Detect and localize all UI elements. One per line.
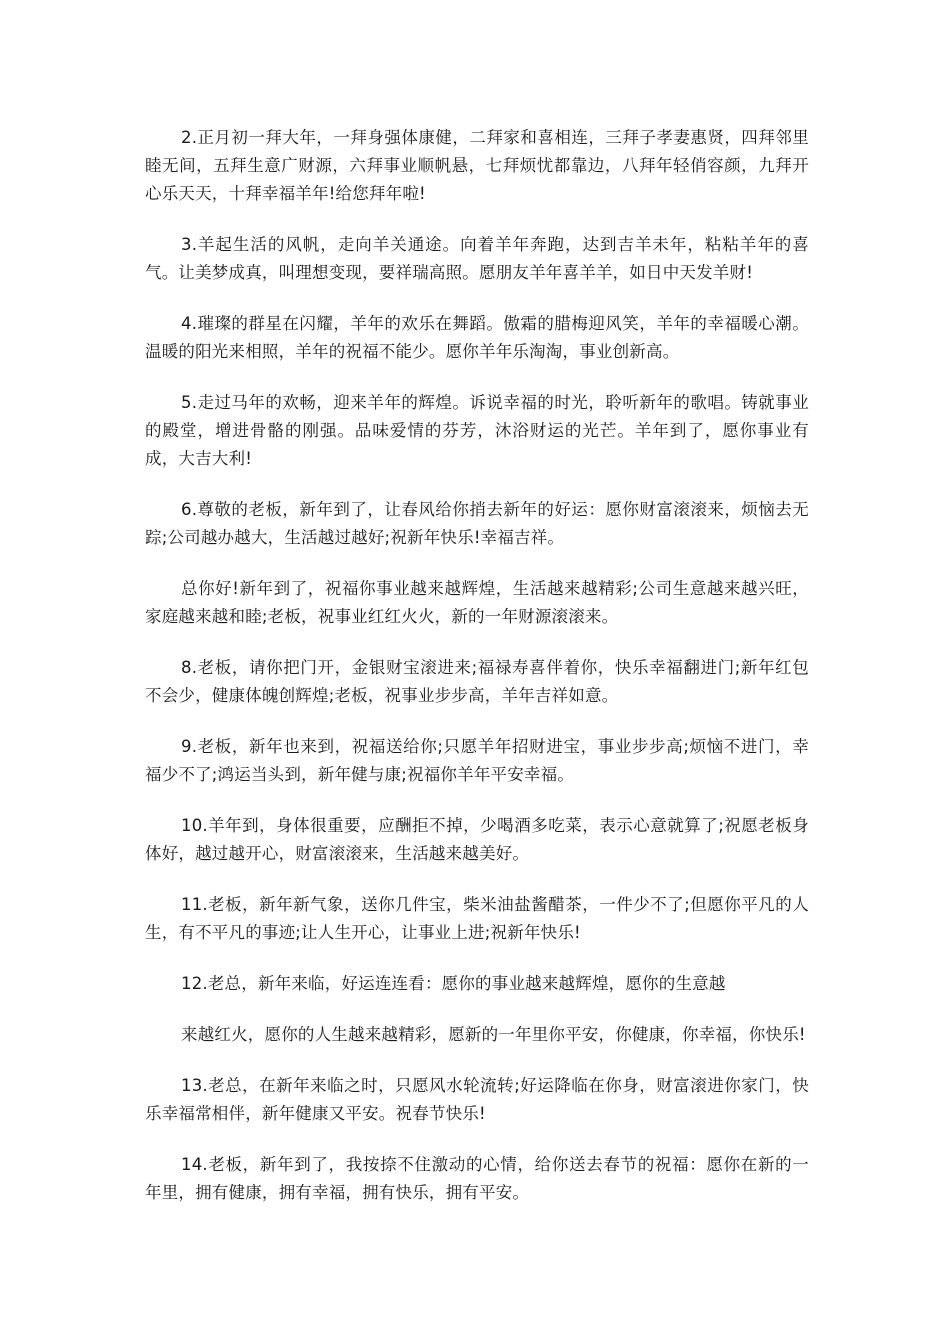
paragraph-12: 12.老总，新年来临，好运连连看：愿你的事业越来越辉煌，愿你的生意越: [181, 974, 726, 993]
paragraph-13: 13.老总，在新年来临之时，只愿风水轮流转;好运降临在你身，财富滚进你家门，快乐幸福常相伴，新年健康又平安。祝春节快乐!: [145, 1076, 809, 1123]
paragraph-5: 5.走过马年的欢畅，迎来羊年的辉煌。诉说幸福的时光，聆听新年的歌唱。铸就事业的殿堂，增进骨骼的刚强。品味爱情的芬芳，沐浴财运的光芒。羊年到了，愿你事业有成，大吉大利!: [145, 393, 809, 468]
paragraph-8: 8.老板，请你把门开，金银财宝滚进来;福禄寿喜伴着你，快乐幸福翻进门;新年红包不会少，健康体魄创辉煌;老板，祝事业步步高，羊年吉祥如意。: [145, 658, 809, 705]
paragraph-11: 11.老板，新年新气象，送你几件宝，柴米油盐酱醋茶，一件少不了;但愿你平凡的人生，有不平凡的事迹;让人生开心，让事业上进;祝新年快乐!: [145, 895, 809, 942]
paragraph-7: 总你好!新年到了，祝福你事业越来越辉煌，生活越来越精彩;公司生意越来越兴旺，家庭越来越和睦;老板，祝事业红红火火，新的一年财源滚滚来。: [145, 579, 809, 626]
paragraph-3: 3.羊起生活的风帆，走向羊关通途。向着羊年奔跑，达到吉羊未年，粘粘羊年的喜气。让美梦成真，叫理想变现，要祥瑞高照。愿朋友羊年喜羊羊，如日中天发羊财!: [145, 235, 809, 282]
paragraph-10: 10.羊年到，身体很重要，应酬拒不掉，少喝酒多吃菜，表示心意就算了;祝愿老板身体好，越过越开心，财富滚滚来，生活越来越美好。: [145, 816, 809, 863]
paragraph-2: 2.正月初一拜大年，一拜身强体康健，二拜家和喜相连，三拜子孝妻惠贤，四拜邻里睦无间，五拜生意广财源，六拜事业顺帆悬，七拜烦忧都靠边，八拜年轻俏容颜，九拜开心乐天天，十拜幸福羊年!给您拜年啦!: [145, 128, 809, 203]
paragraph-9: 9.老板，新年也来到，祝福送给你;只愿羊年招财进宝，事业步步高;烦恼不进门，幸福少不了;鸿运当头到，新年健与康;祝福你羊年平安幸福。: [145, 737, 809, 784]
paragraph-12-continued: 来越红火，愿你的人生越来越精彩，愿新的一年里你平安，你健康，你幸福，你快乐!: [181, 1025, 806, 1044]
paragraph-4: 4.璀璨的群星在闪耀，羊年的欢乐在舞蹈。傲霜的腊梅迎风笑，羊年的幸福暖心潮。温暖的阳光来相照，羊年的祝福不能少。愿你羊年乐淘淘，事业创新高。: [145, 314, 809, 361]
document-body: [145, 124, 809, 1230]
paragraph-6: 6.尊敬的老板，新年到了，让春风给你捎去新年的好运：愿你财富滚滚来，烦恼去无踪;公司越办越大，生活越过越好;祝新年快乐!幸福吉祥。: [145, 500, 809, 547]
paragraph-14: 14.老板，新年到了，我按捺不住激动的心情，给你送去春节的祝福：愿你在新的一年里，拥有健康，拥有幸福，拥有快乐，拥有平安。: [145, 1155, 809, 1202]
